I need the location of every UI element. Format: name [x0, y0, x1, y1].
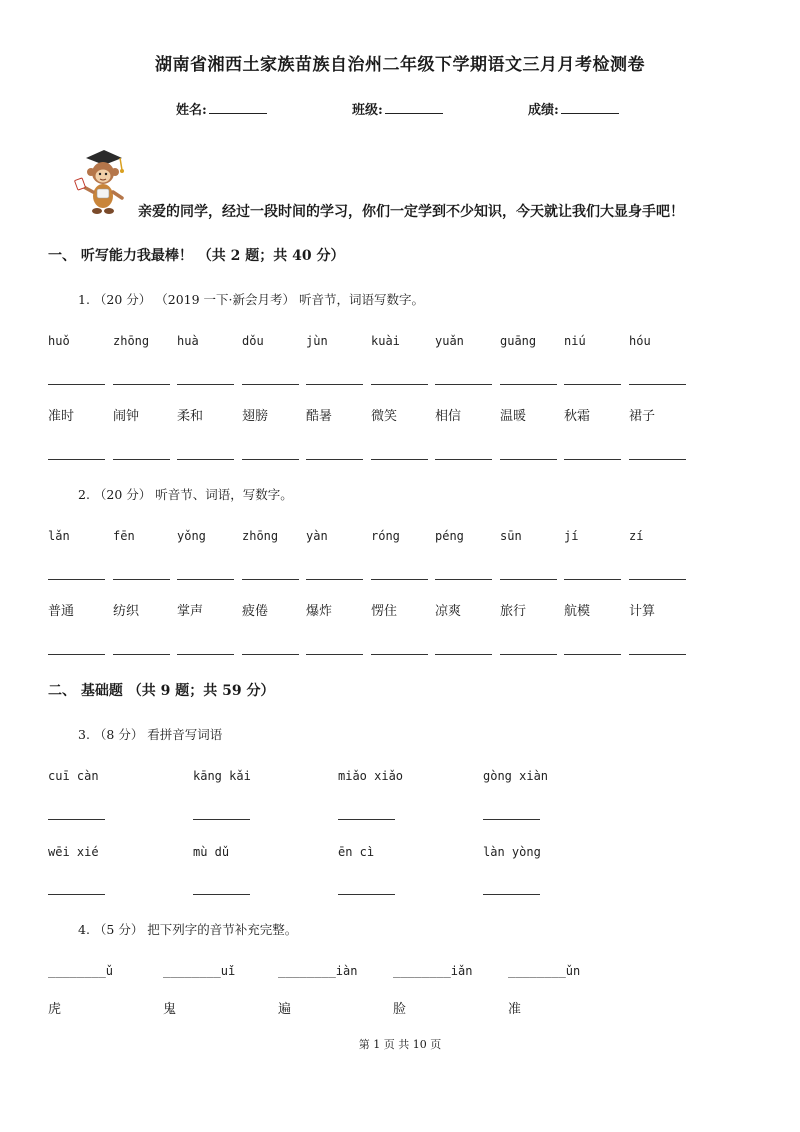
q1-answer-line[interactable] — [435, 459, 492, 460]
q3-answer-line[interactable] — [48, 819, 105, 820]
q2-answer-line[interactable] — [629, 579, 686, 580]
q3-answer-line[interactable] — [48, 894, 105, 895]
q2-word-3: 掌声 — [177, 604, 204, 619]
monkey-graduate-illustration — [72, 146, 134, 218]
q4-char-3: 遍 — [278, 1002, 292, 1017]
q3-answer-line[interactable] — [338, 819, 395, 820]
intro-text: 亲爱的同学，经过一段时间的学习，你们一定学到不少知识，今天就让我们大显身手吧！ — [138, 204, 684, 220]
q3-pinyin-4: gòng xiàn — [483, 769, 549, 783]
section-1-title: 一、 听写能力我最棒！ （共 2 题；共 40 分） — [48, 248, 345, 264]
q2-pinyin-8: sūn — [500, 529, 522, 543]
q1-answer-line[interactable] — [371, 384, 428, 385]
q2-pinyin-2: fēn — [113, 529, 135, 543]
q1-answer-line[interactable] — [48, 459, 105, 460]
q3-pinyin-3: miǎo xiǎo — [338, 769, 404, 783]
q2-pinyin-1: lǎn — [48, 529, 70, 543]
q1-answer-line[interactable] — [371, 459, 428, 460]
q3-pinyin-2: kāng kǎi — [193, 769, 251, 783]
q2-answer-line[interactable] — [435, 654, 492, 655]
q1-answer-line[interactable] — [500, 384, 557, 385]
q2-word-7: 凉爽 — [435, 604, 462, 619]
q1-word-3: 柔和 — [177, 409, 204, 424]
q3-pinyin-8: làn yòng — [483, 845, 541, 859]
q3-pinyin-6: mù dǔ — [193, 845, 230, 859]
q1-pinyin-10: hóu — [629, 334, 651, 348]
q1-answer-line[interactable] — [306, 384, 363, 385]
q2-answer-line[interactable] — [371, 579, 428, 580]
q1-pinyin-8: guāng — [500, 334, 537, 348]
q1-answer-line[interactable] — [629, 459, 686, 460]
section-2-title: 二、 基础题 （共 9 题；共 59 分） — [48, 683, 275, 699]
q1-answer-line[interactable] — [564, 384, 621, 385]
q1-word-6: 微笑 — [371, 409, 398, 424]
q4-blank-3[interactable]: ________iàn — [278, 964, 358, 978]
q2-word-9: 航模 — [564, 604, 591, 619]
q2-pinyin-4: zhōng — [242, 529, 279, 543]
q1-answer-line[interactable] — [242, 459, 299, 460]
q1-pinyin-9: niú — [564, 334, 586, 348]
q3-pinyin-7: ēn cì — [338, 845, 375, 859]
q1-answer-line[interactable] — [306, 459, 363, 460]
page-number: 第 1 页 共 10 页 — [358, 1038, 442, 1051]
q4-blank-5[interactable]: ________ǔn — [508, 964, 581, 978]
score-blank[interactable] — [561, 101, 619, 114]
q2-answer-line[interactable] — [242, 579, 299, 580]
q2-answer-line[interactable] — [435, 579, 492, 580]
q1-word-7: 相信 — [435, 409, 462, 424]
q4-char-1: 虎 — [48, 1002, 62, 1017]
score-label: 成绩: — [528, 103, 559, 118]
question-2-header: 2. （20 分） 听音节、词语，写数字。 — [78, 487, 293, 502]
q1-pinyin-3: huà — [177, 334, 199, 348]
page-title: 湖南省湘西土家族苗族自治州二年级下学期语文三月月考检测卷 — [155, 55, 645, 75]
q2-answer-line[interactable] — [564, 654, 621, 655]
q2-word-1: 普通 — [48, 604, 75, 619]
q1-pinyin-6: kuài — [371, 334, 400, 348]
q1-word-8: 温暖 — [500, 409, 527, 424]
q1-word-10: 裙子 — [629, 409, 656, 424]
q2-answer-line[interactable] — [48, 579, 105, 580]
q2-pinyin-7: péng — [435, 529, 464, 543]
q1-pinyin-1: huǒ — [48, 334, 70, 348]
name-blank[interactable] — [209, 101, 267, 114]
q2-answer-line[interactable] — [48, 654, 105, 655]
q1-word-4: 翅膀 — [242, 409, 269, 424]
question-4-header: 4. （5 分） 把下列字的音节补充完整。 — [78, 922, 298, 937]
q1-answer-line[interactable] — [113, 384, 170, 385]
q2-word-2: 纺织 — [113, 604, 140, 619]
name-field — [176, 99, 267, 118]
q1-pinyin-5: jùn — [306, 334, 328, 348]
q1-answer-line[interactable] — [177, 459, 234, 460]
q4-char-4: 脸 — [393, 1002, 407, 1017]
q1-answer-line[interactable] — [242, 384, 299, 385]
q2-pinyin-3: yǒng — [177, 529, 206, 543]
q2-answer-line[interactable] — [306, 579, 363, 580]
class-blank[interactable] — [385, 101, 443, 114]
q1-pinyin-4: dǒu — [242, 334, 264, 348]
q1-word-2: 闹钟 — [113, 409, 140, 424]
q1-pinyin-2: zhōng — [113, 334, 150, 348]
score-field — [528, 99, 619, 118]
q2-answer-line[interactable] — [371, 654, 428, 655]
q4-blank-4[interactable]: ________iǎn — [393, 964, 473, 978]
q1-answer-line[interactable] — [500, 459, 557, 460]
class-field — [352, 99, 443, 118]
q3-answer-line[interactable] — [338, 894, 395, 895]
q3-pinyin-1: cuī càn — [48, 769, 99, 783]
q4-blank-2[interactable]: ________uǐ — [163, 964, 236, 978]
q2-word-10: 计算 — [629, 604, 656, 619]
q2-word-8: 旅行 — [500, 604, 527, 619]
q2-answer-line[interactable] — [306, 654, 363, 655]
q2-answer-line[interactable] — [242, 654, 299, 655]
q2-answer-line[interactable] — [113, 654, 170, 655]
q2-answer-line[interactable] — [500, 654, 557, 655]
q1-answer-line[interactable] — [113, 459, 170, 460]
q1-answer-line[interactable] — [177, 384, 234, 385]
q3-answer-line[interactable] — [193, 894, 250, 895]
q2-word-4: 疲倦 — [242, 604, 269, 619]
q2-pinyin-9: jí — [564, 529, 579, 543]
q3-pinyin-5: wēi xié — [48, 845, 99, 859]
q1-word-5: 酷暑 — [306, 409, 333, 424]
q1-answer-line[interactable] — [564, 459, 621, 460]
q2-word-6: 愣住 — [371, 604, 398, 619]
q4-char-2: 鬼 — [163, 1002, 177, 1017]
q1-pinyin-7: yuǎn — [435, 334, 464, 348]
q4-char-5: 准 — [508, 1002, 522, 1017]
q2-answer-line[interactable] — [564, 579, 621, 580]
class-label: 班级: — [352, 103, 383, 118]
q2-pinyin-5: yàn — [306, 529, 328, 543]
q2-answer-line[interactable] — [500, 579, 557, 580]
q3-answer-line[interactable] — [193, 819, 250, 820]
q2-answer-line[interactable] — [113, 579, 170, 580]
q2-answer-line[interactable] — [177, 654, 234, 655]
q2-answer-line[interactable] — [629, 654, 686, 655]
q1-answer-line[interactable] — [435, 384, 492, 385]
q4-blank-1[interactable]: ________ǔ — [48, 964, 114, 978]
q1-word-1: 准时 — [48, 409, 75, 424]
q1-word-9: 秋霜 — [564, 409, 591, 424]
q3-answer-line[interactable] — [483, 819, 540, 820]
question-3-header: 3. （8 分） 看拼音写词语 — [78, 727, 223, 742]
q2-answer-line[interactable] — [177, 579, 234, 580]
name-label: 姓名: — [176, 103, 207, 118]
q3-answer-line[interactable] — [483, 894, 540, 895]
q1-answer-line[interactable] — [48, 384, 105, 385]
q2-word-5: 爆炸 — [306, 604, 333, 619]
question-1-header: 1. （20 分） （2019 一下·新会月考） 听音节，词语写数字。 — [78, 292, 424, 307]
q1-answer-line[interactable] — [629, 384, 686, 385]
q2-pinyin-6: róng — [371, 529, 400, 543]
q2-pinyin-10: zí — [629, 529, 644, 543]
